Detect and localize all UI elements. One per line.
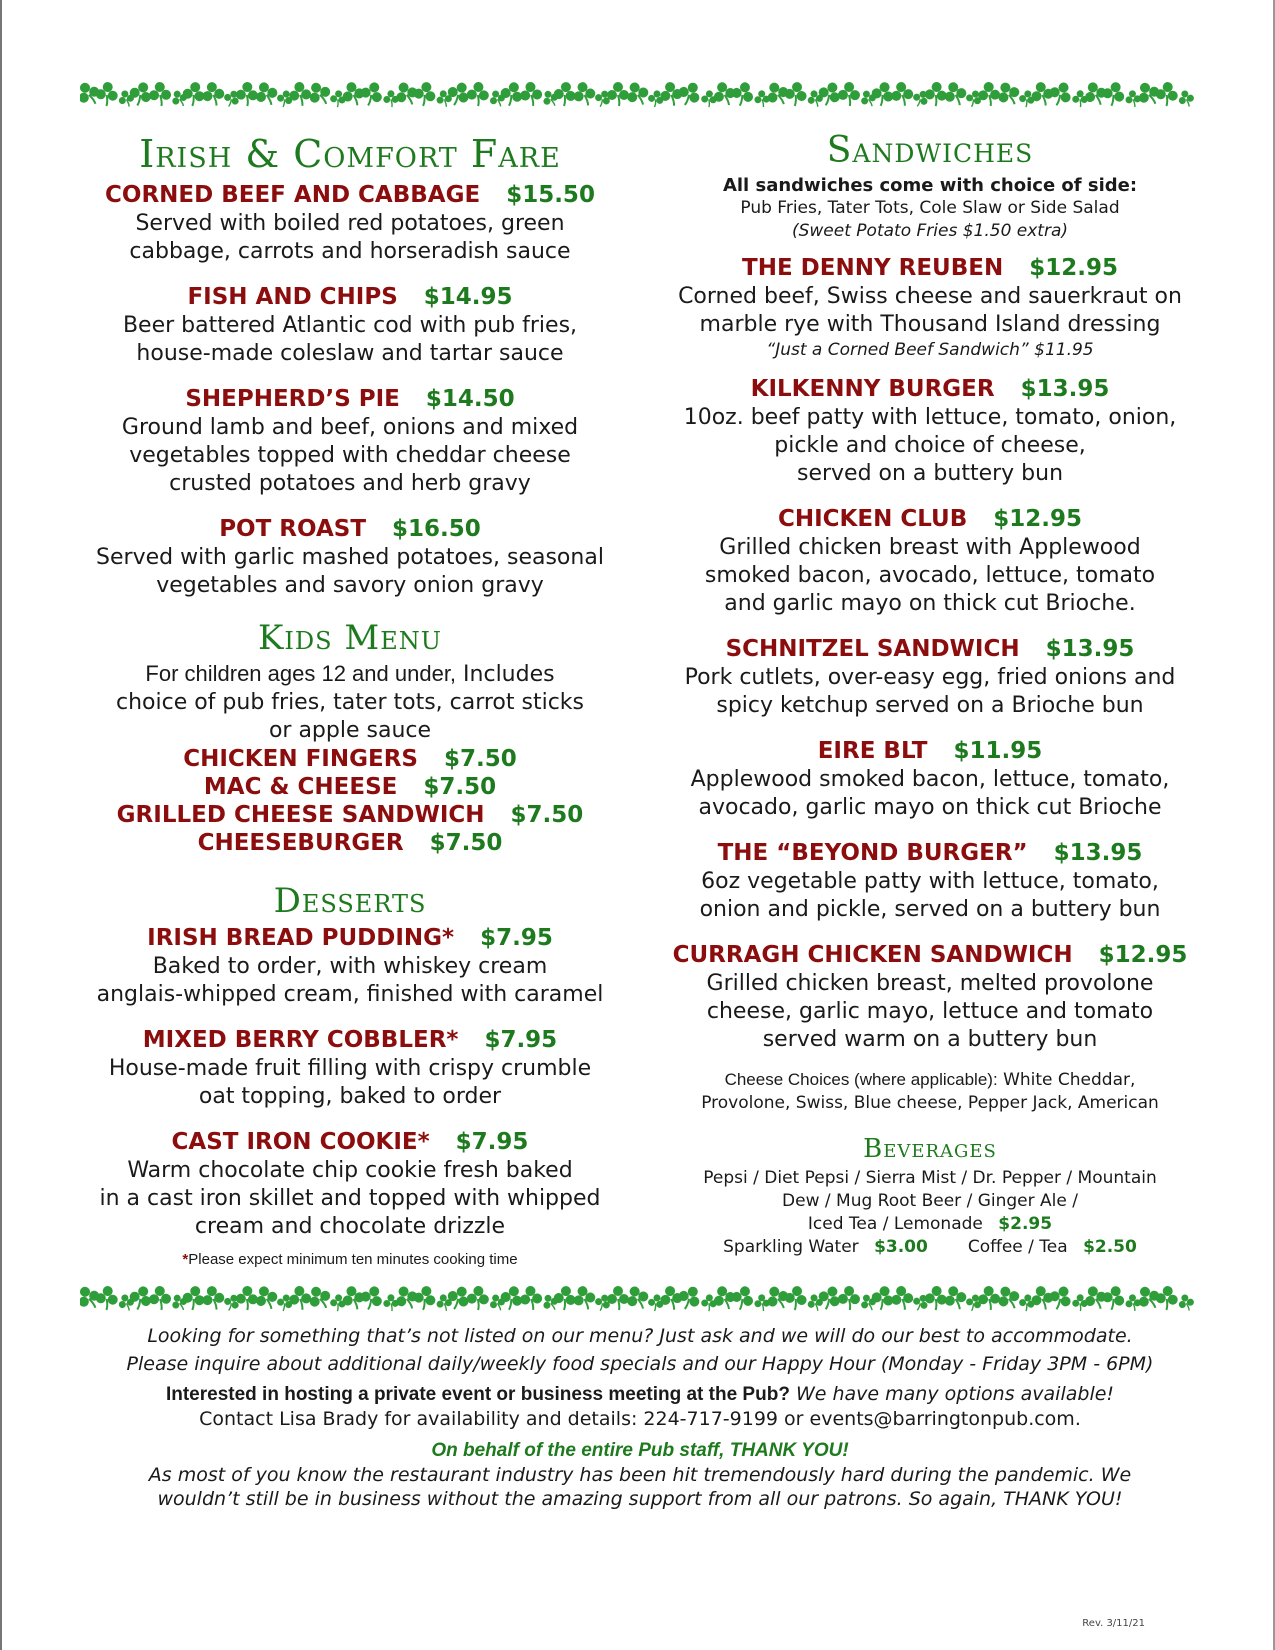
kids-intro: [80, 660, 620, 689]
bev-price: $2.50: [1083, 1237, 1137, 1257]
item-name: CHICKEN FINGERS: [183, 746, 418, 772]
item-desc: served on a buttery bun: [796, 461, 1064, 486]
sandwich-chicken-club: [660, 504, 1200, 618]
item-desc: 6oz vegetable patty with lettuce, tomato,: [701, 869, 1159, 894]
item-desc: house-made coleslaw and tartar sauce: [136, 341, 564, 366]
item-name: SHEPHERD’S PIE: [185, 386, 400, 412]
item-desc: marble rye with Thousand Island dressing: [699, 312, 1161, 337]
cheese-choices: [660, 1068, 1200, 1092]
item-desc: Corned beef, Swiss cheese and sauerkraut on: [678, 284, 1182, 309]
clover-border-bottom: [80, 1280, 1200, 1320]
item-name: POT ROAST: [219, 516, 367, 542]
footer-line: Please inquire about additional daily/weekly food specials and our Happy Hour (Monday - Friday 3PM - 6PM): [126, 1353, 1154, 1375]
bev-text: Sparkling Water: [723, 1237, 859, 1257]
sandwich-curragh-chicken: [660, 940, 1200, 1054]
item-price: $13.95: [1053, 840, 1143, 866]
kids-intro-line: or apple sauce: [268, 718, 432, 743]
item-desc: spicy ketchup served on a Brioche bun: [716, 693, 1144, 718]
item-price: $12.95: [1029, 255, 1118, 281]
dessert-item-cookie: [80, 1127, 620, 1241]
item-name: THE “BEYOND BURGER”: [717, 840, 1028, 866]
item-price: $13.95: [1045, 636, 1135, 662]
sandwich-schnitzel: [660, 634, 1200, 720]
item-name: CHEESEBURGER: [197, 830, 404, 856]
sandwiches-title: Sandwiches: [826, 130, 1034, 171]
item-price: $12.95: [1098, 942, 1188, 968]
item-price: $7.50: [423, 774, 497, 800]
footer-paragraph: As most of you know the restaurant industry has been hit tremendously hard during the pandemic. We: [148, 1464, 1132, 1486]
item-desc: Pork cutlets, over-easy egg, fried onions and: [684, 665, 1176, 690]
item-desc: Served with boiled red potatoes, green: [135, 211, 565, 236]
item-desc: served warm on a buttery bun: [762, 1027, 1098, 1052]
item-name: IRISH BREAD PUDDING*: [147, 925, 455, 951]
item-desc: onion and pickle, served on a buttery bun: [699, 897, 1161, 922]
item-price: $12.95: [993, 506, 1083, 532]
item-desc: pickle and choice of cheese,: [774, 433, 1086, 458]
kids-intro-lead: For children ages 12 and under,: [145, 661, 457, 686]
right-column: [660, 128, 1200, 1259]
item-desc: smoked bacon, avocado, lettuce, tomato: [704, 563, 1156, 588]
item-price: $14.95: [423, 284, 513, 310]
item-desc: in a cast iron skillet and topped with whipped: [99, 1186, 601, 1211]
item-desc: cream and chocolate drizzle: [194, 1214, 506, 1239]
item-desc: oat topping, baked to order: [198, 1084, 502, 1109]
item-name: EIRE BLT: [817, 738, 928, 764]
beverages-title: Beverages: [863, 1134, 997, 1164]
item-name: GRILLED CHEESE SANDWICH: [116, 802, 485, 828]
bev-text: Coffee / Tea: [967, 1237, 1068, 1257]
footer-line: [80, 1382, 1200, 1407]
item-name: MAC & CHEESE: [203, 774, 398, 800]
item-price: $15.50: [506, 182, 595, 208]
item-desc: crusted potatoes and herb gravy: [169, 471, 531, 496]
item-price: $7.50: [443, 746, 517, 772]
sandwich-beyond-burger: [660, 838, 1200, 924]
item-price: $16.50: [392, 516, 481, 542]
item-price: $13.95: [1020, 376, 1110, 402]
footer-thanks: On behalf of the entire Pub staff, THANK YOU!: [431, 1440, 849, 1461]
item-desc: and garlic mayo on thick cut Brioche.: [724, 591, 1136, 616]
clover-border-top: [80, 76, 1200, 116]
item-desc: Baked to order, with whiskey cream: [152, 954, 548, 979]
item-name: CAST IRON COOKIE*: [171, 1129, 430, 1155]
footer-paragraph: wouldn’t still be in business without the amazing support from all our patrons. So again, THANK YOU!: [157, 1488, 1123, 1510]
dessert-item-bread-pudding: [80, 923, 620, 1009]
bev-price: $3.00: [874, 1237, 928, 1257]
kids-menu-title: Kids Menu: [258, 618, 442, 658]
menu-item-shepherds-pie: [80, 384, 620, 498]
revision-date: Rev. 3/11/21: [1082, 1618, 1145, 1629]
menu-item-fish-and-chips: [80, 282, 620, 368]
bev-text: Iced Tea / Lemonade: [807, 1214, 983, 1234]
menu-item-pot-roast: [80, 514, 620, 600]
item-desc: Grilled chicken breast with Applewood: [719, 535, 1141, 560]
footer-rest: We have many options available!: [789, 1383, 1115, 1405]
bev-price: $2.95: [998, 1214, 1053, 1234]
kids-intro-line: choice of pub fries, tater tots, carrot sticks: [115, 690, 585, 715]
item-name: FISH AND CHIPS: [187, 284, 398, 310]
sandwich-kilkenny-burger: [660, 374, 1200, 488]
item-name: THE DENNY REUBEN: [742, 255, 1004, 281]
item-price: $11.95: [953, 738, 1043, 764]
cooking-time-note: [80, 1251, 620, 1268]
item-sub: “Just a Corned Beef Sandwich” $11.95: [766, 340, 1094, 360]
note-star: *: [182, 1251, 189, 1268]
kids-item: [80, 745, 620, 773]
page-border-left: [0, 0, 2, 1650]
irish-fare-title: Irish & Comfort Fare: [139, 132, 561, 176]
item-desc: Grilled chicken breast, melted provolone: [706, 971, 1154, 996]
item-name: CORNED BEEF AND CABBAGE: [105, 182, 481, 208]
item-price: $7.95: [484, 1027, 558, 1053]
item-price: $7.95: [455, 1129, 529, 1155]
item-price: $14.50: [425, 386, 515, 412]
cheese-line2: Provolone, Swiss, Blue cheese, Pepper Jack, American: [701, 1093, 1159, 1113]
item-desc: avocado, garlic mayo on thick cut Brioche: [698, 795, 1162, 820]
menu-item-corned-beef: [80, 180, 620, 266]
item-desc: anglais-whipped cream, finished with caramel: [96, 982, 604, 1007]
item-name: SCHNITZEL SANDWICH: [725, 636, 1020, 662]
note-text: Please expect minimum ten minutes cooking time: [188, 1251, 518, 1268]
item-price: $7.50: [429, 830, 503, 856]
item-name: CHICKEN CLUB: [777, 506, 968, 532]
shamrock-row-icon: [80, 76, 1200, 116]
kids-item: [80, 829, 620, 857]
sandwich-denny-reuben: [660, 253, 1200, 362]
item-name: CURRAGH CHICKEN SANDWICH: [672, 942, 1073, 968]
kids-item: [80, 773, 620, 801]
item-price: $7.50: [510, 802, 584, 828]
item-desc: vegetables and savory onion gravy: [156, 573, 544, 598]
item-desc: House-made fruit filling with crispy crumble: [108, 1056, 592, 1081]
sides-extra: (Sweet Potato Fries $1.50 extra): [791, 221, 1069, 241]
bev-line: [660, 1236, 1200, 1259]
item-desc: Beer battered Atlantic cod with pub fries,: [122, 313, 578, 338]
shamrock-row-icon: [80, 1280, 1200, 1320]
kids-item: [80, 801, 620, 829]
sides-line: Pub Fries, Tater Tots, Cole Slaw or Side Salad: [740, 198, 1120, 218]
item-name: MIXED BERRY COBBLER*: [142, 1027, 459, 1053]
left-column: [80, 130, 620, 1268]
bev-line: Dew / Mug Root Beer / Ginger Ale /: [782, 1191, 1078, 1211]
item-desc: Ground lamb and beef, onions and mixed: [121, 415, 579, 440]
cheese-lead: Cheese Choices (where applicable):: [724, 1070, 998, 1089]
footer-lead: Interested in hosting a private event or business meeting at the Pub?: [165, 1384, 790, 1405]
cheese-rest: White Cheddar,: [997, 1070, 1136, 1090]
item-desc: 10oz. beef patty with lettuce, tomato, onion,: [683, 405, 1177, 430]
bev-line: [660, 1213, 1200, 1236]
kids-intro-rest: Includes: [456, 662, 555, 687]
footer: [80, 1322, 1200, 1511]
item-desc: Warm chocolate chip cookie fresh baked: [127, 1158, 573, 1183]
footer-line: Looking for something that’s not listed on our menu? Just ask and we will do our best to accommodate.: [147, 1325, 1133, 1347]
sides-heading: All sandwiches come with choice of side:: [722, 175, 1138, 196]
sandwich-eire-blt: [660, 736, 1200, 822]
bev-line: Pepsi / Diet Pepsi / Sierra Mist / Dr. Pepper / Mountain: [703, 1168, 1157, 1188]
item-desc: Served with garlic mashed potatoes, seasonal: [96, 545, 604, 570]
item-name: KILKENNY BURGER: [750, 376, 995, 402]
item-price: $7.95: [480, 925, 553, 951]
dessert-item-cobbler: [80, 1025, 620, 1111]
item-desc: cheese, garlic mayo, lettuce and tomato: [706, 999, 1154, 1024]
item-desc: vegetables topped with cheddar cheese: [129, 443, 571, 468]
footer-contact: Contact Lisa Brady for availability and details: 224-717-9199 or events@barringtonpub.com.: [199, 1408, 1081, 1430]
item-desc: cabbage, carrots and horseradish sauce: [129, 239, 571, 264]
desserts-title: Desserts: [273, 881, 427, 921]
item-desc: Applewood smoked bacon, lettuce, tomato,: [690, 767, 1170, 792]
